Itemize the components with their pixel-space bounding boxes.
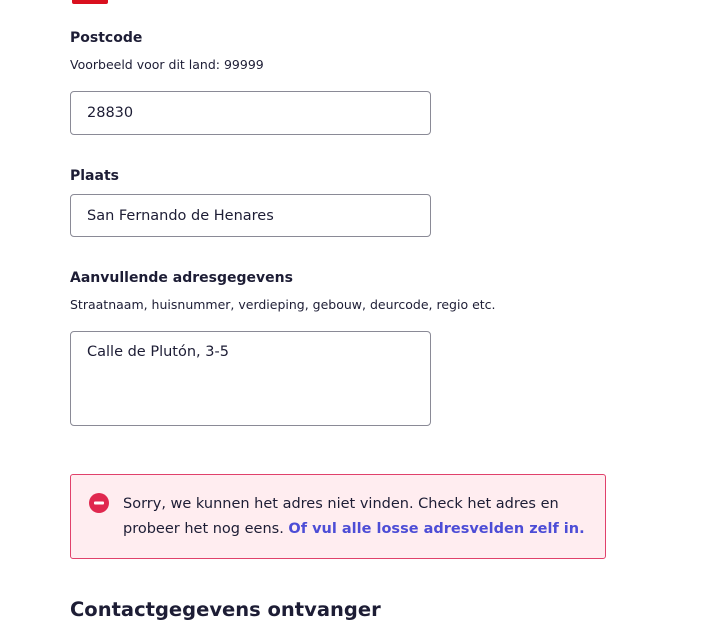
- plaats-input[interactable]: [70, 194, 431, 237]
- no-entry-icon: [89, 493, 109, 513]
- aanvullende-adresgegevens-hint: Straatnaam, huisnummer, verdieping, gebouw, deurcode, regio etc.: [70, 297, 496, 312]
- postcode-hint: Voorbeeld voor dit land: 99999: [70, 57, 264, 72]
- aanvullende-adresgegevens-label: Aanvullende adresgegevens: [70, 270, 293, 286]
- alert-text: [123, 492, 593, 542]
- fill-address-manually-link[interactable]: Of vul alle losse adresvelden zelf in.: [288, 521, 585, 537]
- contact-section-heading: Contactgegevens ontvanger: [70, 598, 381, 621]
- postcode-input[interactable]: [70, 91, 431, 135]
- address-not-found-alert: [70, 474, 606, 559]
- plaats-label: Plaats: [70, 168, 119, 184]
- aanvullende-adresgegevens-textarea[interactable]: [70, 331, 431, 426]
- alert-message: Sorry, we kunnen het adres niet vinden. Check het adres en probeer het nog eens.: [123, 496, 559, 537]
- country-flag-icon: [72, 0, 108, 4]
- postcode-label: Postcode: [70, 30, 143, 46]
